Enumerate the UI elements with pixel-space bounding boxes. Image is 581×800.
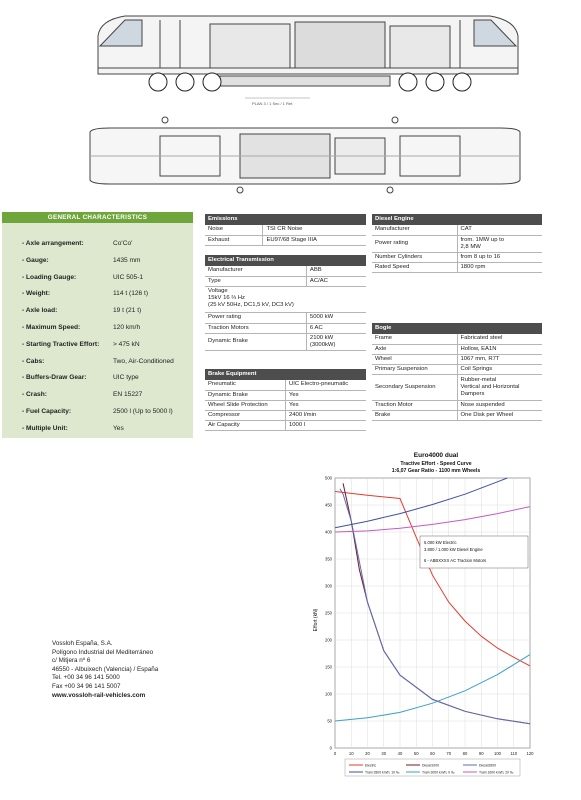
electrical-transmission-table <box>205 255 366 351</box>
dimension-label: PLAN 3 / 1 Sec / 1 Ref. <box>252 101 294 106</box>
general-item <box>22 341 140 348</box>
table-cell-label: Air Capacity <box>205 420 286 430</box>
y-tick-label: 0 <box>329 745 332 751</box>
telephone: Tel. +00 34 96 141 5000 <box>52 674 120 682</box>
x-tick-label: 60 <box>430 751 435 756</box>
general-characteristics-title: GENERAL CHARACTERISTICS <box>2 212 193 223</box>
legend-label: Train 3000 km/h; 0 ‰ <box>422 770 455 775</box>
x-tick-label: 20 <box>365 751 370 756</box>
table-cell-label: Brake <box>372 410 457 420</box>
chart-annotation-box <box>420 536 528 568</box>
table-cell-label: Wheel Slide Protection <box>205 400 286 410</box>
dynamic-brake-label: Dynamic Brake <box>205 334 306 351</box>
y-tick-label: 50 <box>327 718 332 724</box>
general-item-value: 2500 l (Up to 5000 l) <box>113 408 173 415</box>
table-cell-label: Number Cylinders <box>372 252 457 262</box>
general-item-label: - Crash: <box>22 391 47 399</box>
table-cell-label: Noise <box>205 225 263 235</box>
table-cell-value: UIC Electro-pneumatic <box>286 380 367 390</box>
table-cell-label: Wheel <box>372 354 457 364</box>
table-row <box>205 235 366 245</box>
table-row <box>372 334 542 344</box>
table-cell-value: CAT <box>457 225 542 235</box>
general-item-value: UIC 505-1 <box>113 273 144 281</box>
top-view-drawing <box>70 112 540 197</box>
general-item-label: - Gauge: <box>22 256 49 264</box>
x-tick-label: 30 <box>381 751 387 756</box>
annotation-line-2: 3.800 / 1.000 kW Diesel Engine <box>424 547 483 552</box>
table-row <box>372 354 542 364</box>
fax: Fax +00 34 96 141 5007 <box>52 682 121 690</box>
table-cell-label: Manufacturer <box>372 225 457 235</box>
table-cell-value: EU97/68 Stage IIIA <box>263 235 366 245</box>
y-tick-label: 400 <box>325 529 332 535</box>
table-cell-value: TSI CR Noise <box>263 225 366 235</box>
brake-equipment-table <box>205 369 366 431</box>
company-name: Vossloh España, S.A. <box>52 640 113 647</box>
general-item <box>22 274 143 281</box>
x-tick-label: 110 <box>510 751 518 756</box>
table-row <box>205 276 366 286</box>
general-item <box>22 391 142 398</box>
general-item-value: 19 t (21 t) <box>113 307 142 315</box>
table-cell-value: from 8 up to 16 <box>457 252 542 262</box>
table-row <box>205 313 366 323</box>
general-item-label: - Cabs: <box>22 357 45 365</box>
y-tick-label: 450 <box>325 502 332 508</box>
x-tick-label: 100 <box>494 751 501 756</box>
table-row <box>372 252 542 262</box>
street-line: Polígono Industrial del Mediterráneo <box>52 648 154 656</box>
emissions-title: Emissions <box>205 214 366 225</box>
brake-equipment-title: Brake Equipment <box>205 369 366 380</box>
table-row <box>205 410 366 420</box>
table-cell-label: Rated Speed <box>372 262 457 272</box>
table-cell-value: 1000 l <box>286 420 367 430</box>
x-tick-label: 80 <box>462 751 468 756</box>
table-cell-label: Axle <box>372 344 457 354</box>
x-tick-label: 40 <box>397 751 403 756</box>
table-cell-label: Primary Suspension <box>372 364 457 374</box>
legend-label: Train 1600 km/h; 20 ‰ <box>479 770 514 775</box>
general-item <box>22 240 132 247</box>
general-item <box>22 257 141 264</box>
general-item-value: Yes <box>113 424 124 432</box>
voltage-value-1: 15kV 16 ⅔ Hz <box>208 294 246 301</box>
table-cell-value: 6 AC <box>306 323 366 333</box>
table-cell-value: Rubber-metal Vertical and Horizontal Dampers <box>457 374 542 400</box>
table-cell-label: Dynamic Brake <box>205 390 286 400</box>
locomotive-top-view <box>70 112 540 197</box>
y-tick-label: 350 <box>325 556 332 562</box>
general-item-value: 120 km/h <box>113 324 141 331</box>
general-item <box>22 307 141 314</box>
bogie-title: Bogie <box>372 323 542 334</box>
bogie-table <box>372 323 542 421</box>
general-item-label: - Fuel Capacity: <box>22 408 72 415</box>
table-cell-label: Traction Motor <box>372 400 457 410</box>
electrical-title: Electrical Transmission <box>205 255 366 266</box>
table-row <box>205 323 366 333</box>
table-cell-label: Compressor <box>205 410 286 420</box>
table-cell-value: Yes <box>286 400 367 410</box>
general-characteristics-panel <box>2 212 193 438</box>
contact-address <box>52 640 158 700</box>
voltage-label: Voltage <box>208 287 228 294</box>
general-item-label: - Buffers-Draw Gear: <box>22 374 87 382</box>
table-row <box>205 266 366 276</box>
street-line-2: c/ Mitjera nº 6 <box>52 657 91 665</box>
table-cell-value: Fabricated steel <box>457 334 542 344</box>
table-cell-label: Type <box>205 276 306 286</box>
legend-label: Diesel1000 <box>422 763 439 768</box>
annotation-line-3: 6 - ABBXXXX AC Traction Motors <box>424 558 487 563</box>
general-item-value: UIC type <box>113 374 139 382</box>
general-item-label: - Loading Gauge: <box>22 273 77 281</box>
table-row <box>372 400 542 410</box>
dynamic-brake-row <box>205 334 366 351</box>
emissions-table <box>205 214 366 246</box>
dynamic-brake-value: 2100 kW (3000kW) <box>306 334 366 351</box>
x-tick-label: 0 <box>333 751 337 756</box>
general-item-value: 114 t (126 t) <box>113 290 149 298</box>
y-tick-label: 150 <box>325 664 332 670</box>
general-item-value: > 475 kN <box>113 340 140 348</box>
table-cell-label: Secondary Suspension <box>372 374 457 400</box>
tractive-effort-chart-svg <box>300 448 572 783</box>
x-tick-label: 120 <box>526 751 534 756</box>
general-item-value: Two, Air-Conditioned <box>113 357 174 365</box>
website-link[interactable]: www.vossloh-rail-vehicles.com <box>52 691 146 699</box>
table-row <box>205 380 366 390</box>
y-tick-label: 500 <box>325 475 332 481</box>
general-item <box>22 358 174 365</box>
y-tick-label: 300 <box>325 583 332 589</box>
table-row <box>372 364 542 374</box>
table-cell-label: Traction Motors <box>205 323 306 333</box>
general-item-value: EN 15227 <box>113 391 143 399</box>
table-cell-value: Hollow, EA1N <box>457 344 542 354</box>
general-item-label: - Axle arrangement: <box>22 240 84 247</box>
general-item-label: - Maximum Speed: <box>22 324 81 331</box>
table-cell-value: 1800 rpm <box>457 262 542 272</box>
table-cell-value: One Disk per Wheel <box>457 410 542 420</box>
table-cell-value: Yes <box>286 390 367 400</box>
general-item-label: - Starting Tractive Effort: <box>22 340 100 348</box>
y-axis-label: Effort (kN) <box>313 608 319 632</box>
table-row <box>205 225 366 235</box>
general-item <box>22 425 124 432</box>
legend-label: Electric <box>365 763 377 768</box>
table-cell-label: Manufacturer <box>205 266 306 276</box>
table-cell-value: Nose suspended <box>457 400 542 410</box>
table-cell-value: from. 1MW up to 2,8 MW <box>457 235 542 252</box>
table-row <box>372 235 542 252</box>
diesel-title: Diesel Engine <box>372 214 542 225</box>
table-cell-value: ABB <box>306 266 366 276</box>
tractive-effort-chart <box>300 448 572 783</box>
table-row <box>205 420 366 430</box>
chart-subtitle-2: 1:6,07 Gear Ratio - 1100 mm Wheels <box>391 468 481 474</box>
table-cell-label: Pneumatic <box>205 380 286 390</box>
general-item-label: - Axle load: <box>22 307 58 315</box>
table-cell-value: Coil Springs <box>457 364 542 374</box>
x-tick-label: 50 <box>413 751 419 756</box>
x-tick-label: 90 <box>478 751 484 756</box>
table-cell-label: Power rating <box>205 313 306 323</box>
y-tick-label: 250 <box>325 610 332 616</box>
general-item-label: - Multiple Unit: <box>22 424 68 432</box>
chart-title: Euro4000 dual <box>413 452 459 459</box>
chart-subtitle: Tractive Effort - Speed Curve <box>400 461 472 467</box>
table-cell-value: AC/AC <box>306 276 366 286</box>
general-item-label: - Weight: <box>22 290 51 298</box>
table-cell-label: Exhaust <box>205 235 263 245</box>
table-row <box>372 262 542 272</box>
general-item <box>22 374 139 381</box>
table-cell-label: Frame <box>372 334 457 344</box>
table-row <box>372 410 542 420</box>
side-view-drawing <box>70 6 540 106</box>
table-row <box>372 374 542 400</box>
table-cell-value: 5000 kW <box>306 313 366 323</box>
legend-label: Diesel2800 <box>479 763 496 768</box>
x-tick-label: 70 <box>446 751 452 756</box>
table-row <box>205 390 366 400</box>
general-item-value: Co'Co' <box>113 240 133 247</box>
x-tick-label: 10 <box>348 751 354 756</box>
y-tick-label: 200 <box>325 637 332 643</box>
y-tick-label: 100 <box>325 691 332 697</box>
legend-label: Train 2800 km/h; 10 ‰ <box>365 770 400 775</box>
annotation-line-1: 5.000 kW Electric <box>424 540 457 545</box>
voltage-row <box>205 287 366 313</box>
general-item <box>22 324 140 331</box>
locomotive-side-view <box>70 6 540 106</box>
table-cell-value: 2400 l/min <box>286 410 367 420</box>
general-item <box>22 408 173 415</box>
city-line: 46550 - Albuixech (Valencia) / España <box>52 665 159 673</box>
table-row <box>205 400 366 410</box>
table-row <box>372 344 542 354</box>
table-cell-label: Power rating <box>372 235 457 252</box>
diesel-engine-table <box>372 214 542 273</box>
table-cell-value: 1067 mm, R7T <box>457 354 542 364</box>
general-item-value: 1435 mm <box>113 256 141 264</box>
general-item <box>22 290 148 297</box>
voltage-value-2: (25 kV 50Hz, DC1,5 kV, DC3 kV) <box>208 301 294 308</box>
table-row <box>372 225 542 235</box>
